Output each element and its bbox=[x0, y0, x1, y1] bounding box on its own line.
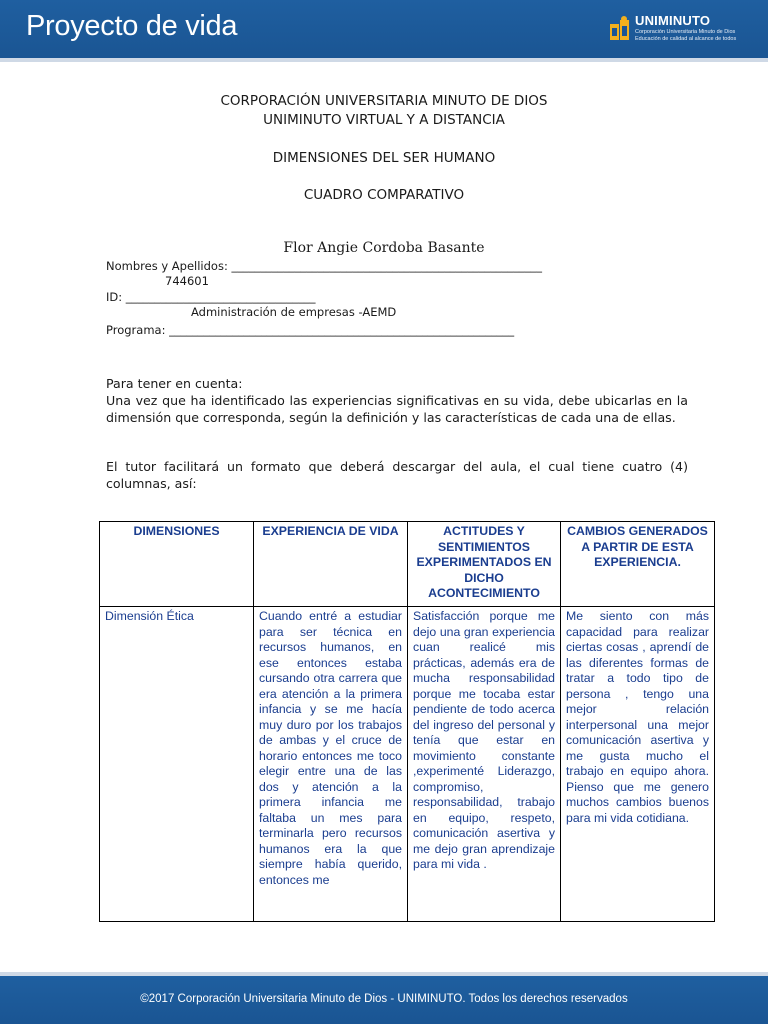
institution-program: UNIMINUTO VIRTUAL Y A DISTANCIA bbox=[263, 112, 505, 128]
programa-value: Administración de empresas -AEMD bbox=[191, 305, 397, 319]
table-row bbox=[100, 607, 715, 922]
id-value: 744601 bbox=[165, 274, 209, 288]
header-experiencia: EXPERIENCIA DE VIDA bbox=[254, 522, 408, 607]
header-title: Proyecto de vida bbox=[26, 10, 238, 42]
uniminuto-logo-icon bbox=[608, 14, 632, 44]
uniminuto-logo bbox=[608, 12, 738, 46]
header-actitudes: ACTITUDES Y SENTIMIENTOS EXPERIMENTADOS EN DICHO ACONTECIMIENTO bbox=[408, 522, 561, 607]
copyright-text: ©2017 Corporación Universitaria Minuto de Dios - UNIMINUTO. Todos los derechos reservados bbox=[140, 993, 628, 1005]
comparison-table bbox=[99, 521, 715, 922]
header-cambios: CAMBIOS GENERADOS A PARTIR DE ESTA EXPERIENCIA. bbox=[561, 522, 715, 607]
cell-experiencia: Cuando entré a estudiar para ser técnica en recursos humanos, en ese entonces estaba cursando otra carrera que era atención a la primera infancia y se me hacía muy duro por los trabajos de ambas y el cruce de horario entonces me toco elegir entre una de las dos y atención a la primera infancia me faltaba un mes para terminarla pero recursos humanos era la que siempre había querido, entonces me bbox=[254, 607, 408, 922]
document-subject: DIMENSIONES DEL SER HUMANO bbox=[272, 150, 496, 166]
cell-cambios: Me siento con más capacidad para realizar ciertas cosas , aprendí de las diferentes formas de tratar a todo tipo de persona , tengo una mejor relación interpersonal una mejor comunicación asertiva y me gusta mucho el trabajo en equipo ahora. Pienso que me genero muchos cambios buenos para mi vida cotidiana. bbox=[561, 607, 715, 922]
header-dimensiones: DIMENSIONES bbox=[100, 522, 254, 607]
page-header bbox=[0, 0, 768, 58]
cell-dimension: Dimensión Ética bbox=[100, 607, 254, 922]
page-footer bbox=[0, 976, 768, 1024]
table-header-row bbox=[100, 522, 715, 607]
programa-label: Programa: ____________________________________________________________ bbox=[106, 323, 515, 337]
student-name: Flor Angie Cordoba Basante bbox=[283, 240, 485, 256]
id-label: ID: _________________________________ bbox=[106, 290, 316, 304]
logo-subtitle: Corporación Universitaria Minuto de Dios bbox=[635, 29, 736, 35]
tutor-note: El tutor facilitará un formato que deberá descargar del aula, el cual tiene cuatro (4) columnas, así: bbox=[106, 459, 688, 491]
institution-name: CORPORACIÓN UNIVERSITARIA MINUTO DE DIOS bbox=[220, 93, 548, 109]
note-body: Una vez que ha identificado las experiencias significativas en su vida, debe ubicarlas en la dimensión que corresponda, según la definición y las características de cada una de ellas. bbox=[106, 393, 688, 425]
document-type: CUADRO COMPARATIVO bbox=[303, 187, 465, 203]
cell-actitudes: Satisfacción porque me dejo una gran experiencia cuan realicé mis prácticas, además era de mucha responsabilidad porque me tocaba estar pendiente de todo acerca del ingreso del personal y tenía que estar en movimiento constante ,experimenté Liderazgo, compromiso, responsabilidad, trabajo en equipo, respeto, comunicación asertiva y me dejo gran aprendizaje para mi vida . bbox=[408, 607, 561, 922]
header-divider bbox=[0, 58, 768, 62]
logo-tagline: Educación de calidad al alcance de todos bbox=[635, 36, 737, 42]
logo-name: UNIMINUTO bbox=[635, 13, 711, 28]
nombres-label: Nombres y Apellidos: ______________________________________________________ bbox=[106, 259, 542, 273]
note-title: Para tener en cuenta: bbox=[106, 376, 243, 391]
